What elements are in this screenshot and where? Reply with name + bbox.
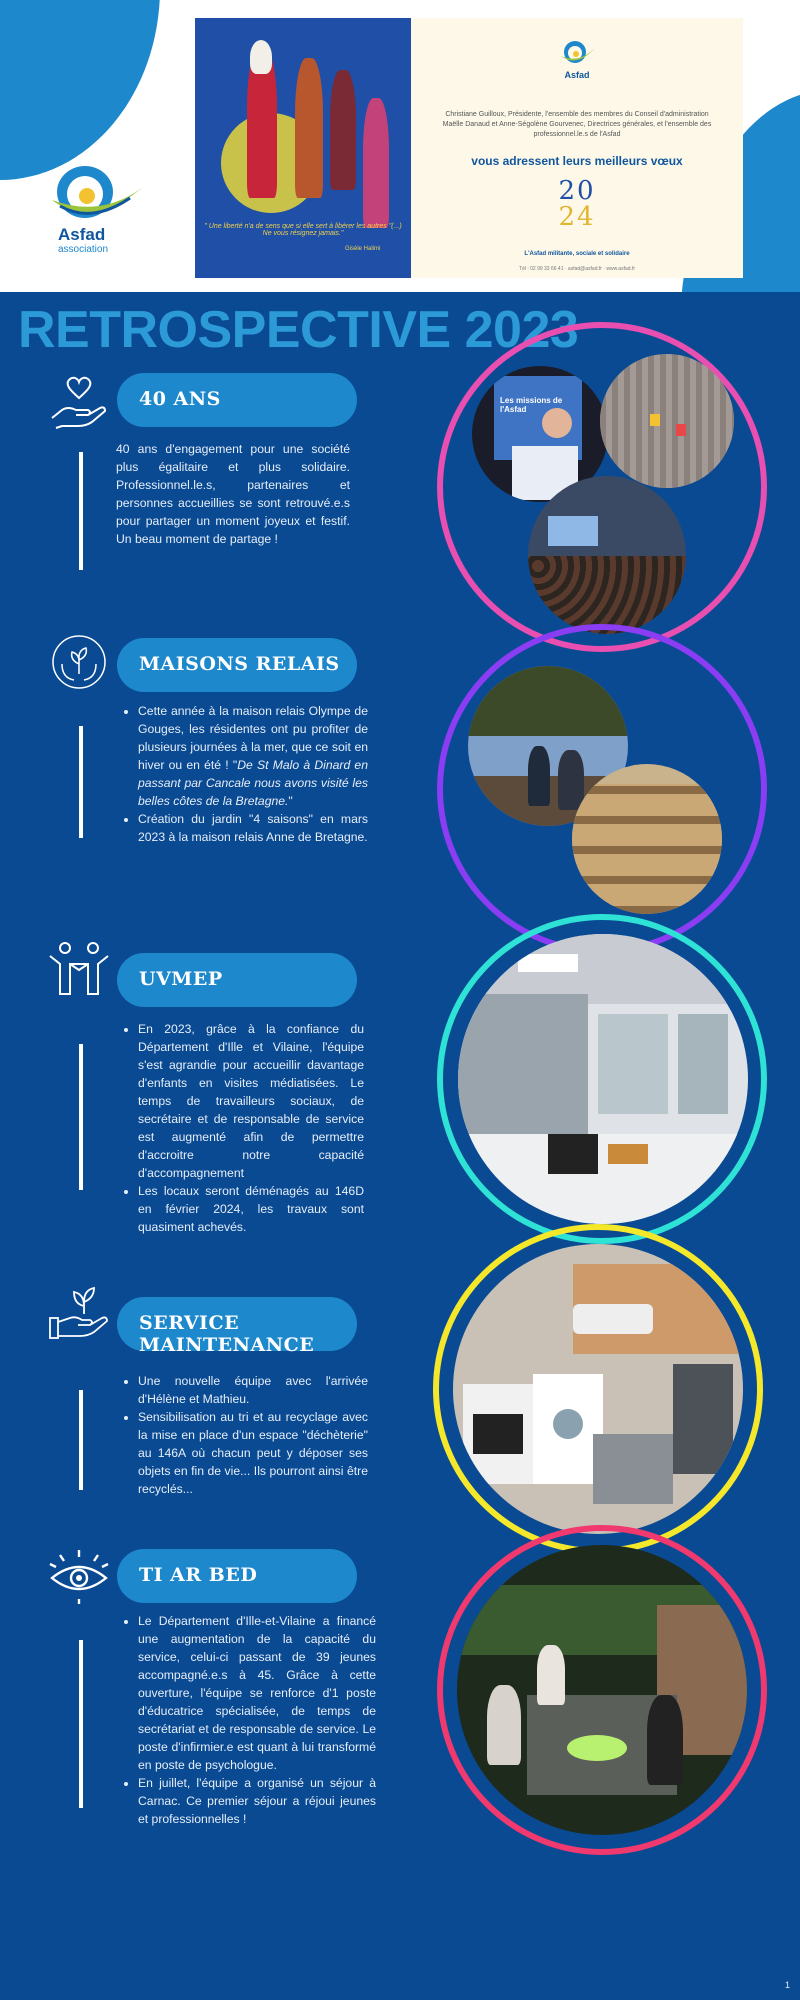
- section-divider: [79, 726, 83, 838]
- hanging-card: [650, 414, 660, 426]
- header-banner: [0, 0, 800, 292]
- card-year: [411, 178, 743, 230]
- section-uvmep: [0, 940, 800, 1260]
- greeting-card: [195, 18, 743, 278]
- supplies: [608, 1144, 648, 1164]
- list-item-text: Cette année à la maison relais Olympe de Gouges, les résidentes ont pu profiter de plusieurs journées à la mer, que ce soit en hiver ou en été ! ": [138, 704, 368, 772]
- list-item: • En juillet, l'équipe a organisé un séjour à Carnac. Ce premier séjour a réjoui jeunes et professionnelles !: [138, 1774, 376, 1828]
- person-figure: [647, 1695, 683, 1785]
- person-figure: [487, 1685, 521, 1765]
- page-title: RETROSPECTIVE 2023: [18, 301, 579, 359]
- list-item: [138, 702, 368, 810]
- glass-partition: [598, 1014, 668, 1114]
- paragraph-text: 40 ans d'engagement pour une société plus égalitaire et plus solidaire. Professionnel.le.s, partenaires et personnes accueillies se sont retrouvé.e.s pour partager un moment joyeux et festif. Un beau moment de partage !: [116, 442, 350, 546]
- glass-partition: [678, 1014, 728, 1114]
- card-quote: " Une liberté n'a de sens que si elle sert à libérer les autres "(...) Ne vous résignez jamais.": [204, 223, 402, 237]
- list-item: • Le Département d'Ille-et-Vilaine a financé une augmentation de la capacité du service, celui-ci passant de 39 jeunes accompagné.e.s à 45. Grâce à cette ouverture, l'équipe se renforce d'1 poste d'éducatrice spécialisée, de temps de secrétariat et de responsable de service. Le poste d'infirmier.e est quant à lui transformé en poste de psychologue.: [138, 1612, 376, 1774]
- person-figure: [528, 746, 550, 806]
- card-wishes: vous adressent leurs meilleurs vœux: [471, 154, 683, 168]
- section-divider: [79, 1044, 83, 1190]
- curtain-texture: [600, 354, 734, 488]
- section-service-maintenance: [0, 1280, 800, 1580]
- section-label: UVMEP: [139, 968, 223, 990]
- section-40-ans: [0, 360, 800, 650]
- section-paragraph: [116, 440, 350, 548]
- list-item: • Les locaux seront déménagés au 146D en février 2024, les travaux sont quasiment achevés.: [138, 1182, 364, 1236]
- photo-new-office: [458, 934, 748, 1224]
- plant-hands-icon: [48, 634, 110, 690]
- woman-figure: [363, 98, 389, 228]
- card-contact: Tél : 02 99 33 66 41 · asfad@asfad.fr · www.asfad.fr: [519, 266, 635, 272]
- section-label: MAISONS RELAIS: [139, 653, 340, 675]
- card-senders: Christiane Guilloux, Présidente, l'ensemble des membres du Conseil d'administration Maëlle Danaud et Anne-Ségolène Gourvenec, Directrices générales, et l'ensemble des professionnel.le.s de l'Asfad: [442, 111, 712, 138]
- list-item-text: Création du jardin "4 saisons" en mars 2023 à la maison relais Anne de Bretagne.: [138, 812, 368, 844]
- bag: [548, 1134, 598, 1174]
- people-icon: [48, 942, 110, 998]
- plant-hand-icon: [48, 1284, 110, 1340]
- card-tagline: L'Asfad militante, sociale et solidaire: [524, 251, 630, 257]
- washer-door: [553, 1409, 583, 1439]
- list-item: • Une nouvelle équipe avec l'arrivée d'Hélène et Mathieu.: [138, 1372, 368, 1408]
- section-list: [116, 1612, 376, 1828]
- logo-text: Asfad: [58, 225, 106, 244]
- speaker-head: [542, 408, 572, 438]
- asfad-small-logo-icon: [557, 38, 597, 70]
- section-pill: [117, 953, 357, 1007]
- greeting-card-image: [195, 18, 411, 278]
- sink: [573, 1304, 653, 1334]
- crowd: [528, 556, 686, 634]
- heart-hand-icon: [48, 374, 110, 430]
- section-pill: [117, 638, 357, 692]
- list-item: • En 2023, grâce à la confiance du Département d'Ille et Vilaine, l'équipe s'est agrandie pour accueillir davantage d'enfants en visites médiatisées. Le temps de travailleurs sociaux, de secrétaire et de responsable de service est augmenté afin de permettre d'accroitre notre capacité d'accompagnement: [138, 1020, 364, 1182]
- photo-carnac-dinner: [457, 1545, 747, 1835]
- decorative-blob-left: [0, 0, 160, 180]
- photo-recycling-area: [453, 1244, 743, 1534]
- logo-subtext: association: [58, 244, 109, 255]
- garden-crates: [572, 784, 722, 914]
- photo-garden: [572, 764, 722, 914]
- card-quote-author: Gisèle Halimi: [345, 246, 381, 252]
- woman-figure: [330, 70, 356, 190]
- section-label: SERVICE MAINTENANCE: [139, 1312, 315, 1356]
- left-wall: [458, 994, 588, 1134]
- ceiling-light: [518, 954, 578, 972]
- bin: [673, 1364, 733, 1474]
- hanging-card: [676, 424, 686, 436]
- person-figure: [537, 1645, 565, 1705]
- trees: [468, 666, 628, 736]
- section-list: [116, 702, 368, 846]
- table-light: [567, 1735, 627, 1761]
- woman-figure: [295, 58, 323, 198]
- eye-icon: [48, 1548, 110, 1604]
- section-divider: [79, 1640, 83, 1808]
- greeting-card-text: [411, 18, 743, 278]
- section-divider: [79, 452, 83, 570]
- screen: [548, 516, 598, 546]
- section-pill: [117, 1297, 357, 1356]
- crate: [593, 1434, 673, 1504]
- card-year-bottom: 24: [558, 202, 596, 232]
- floor: [458, 1134, 748, 1224]
- list-item: • Sensibilisation au tri et au recyclage avec la mise en place d'un espace "déchèterie" au 146A où chacun peut y déposer ses objets en fin de vie... Ils pourront ainsi être recyclés...: [138, 1408, 368, 1498]
- section-ti-ar-bed: [0, 1540, 800, 1860]
- list-item-quote: De St Malo à Dinard en passant par Cancale nous avons visité les belles côtes de la Bretagne.: [138, 758, 368, 808]
- list-item: [138, 810, 368, 846]
- banner-text: Les missions de l'Asfad: [500, 396, 563, 414]
- section-pill: [117, 1549, 357, 1603]
- section-list: [116, 1020, 364, 1236]
- section-label: 40 ANS: [139, 388, 221, 410]
- list-item-tail: ": [288, 794, 293, 808]
- oven-door: [473, 1414, 523, 1454]
- section-maisons-relais: [0, 628, 800, 928]
- headscarf: [250, 40, 272, 74]
- card-year-top: 20: [558, 176, 596, 206]
- section-label: TI AR BED: [139, 1564, 258, 1586]
- card-brand: Asfad: [564, 70, 590, 80]
- section-divider: [79, 1390, 83, 1490]
- photo-exhibit: [600, 354, 734, 488]
- section-list: [116, 1372, 368, 1498]
- section-pill: [117, 373, 357, 427]
- page-number: 1: [784, 1980, 790, 1990]
- photo-audience: [528, 476, 686, 634]
